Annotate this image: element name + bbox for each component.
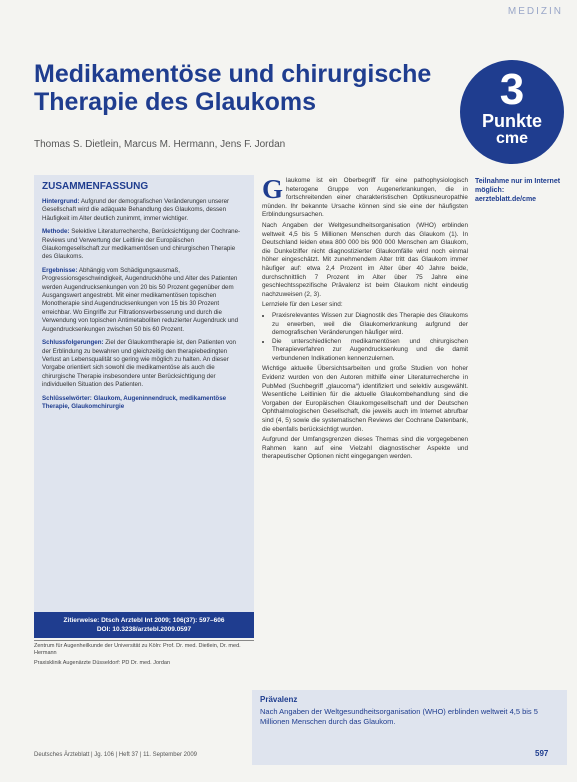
article-title xyxy=(34,60,454,116)
affiliation-footnote: Zentrum für Augenheilkunde der Universität zu Köln: Prof. Dr. med. Dietlein, Dr. med. Hermann xyxy=(34,640,254,657)
praevalenz-text: Nach Angaben der Weltgesundheitsorganisation (WHO) erblinden weltweit 4,5 bis 5 Millionen Menschen durch das Glaukom. xyxy=(260,707,538,726)
abstract-label: Schlüsselwörter: xyxy=(42,394,92,402)
praevalenz-box xyxy=(252,690,567,765)
cme-points-label: Punkte xyxy=(481,111,542,131)
authors: Thomas S. Dietlein, Marcus M. Hermann, Jens F. Jordan xyxy=(34,139,286,150)
citation-line: Zitierweise: Dtsch Arztebl Int 2009; 106(37): 597–606 xyxy=(63,617,225,624)
doi-line: DOI: 10.3238/arztebl.2009.0597 xyxy=(96,626,192,633)
list-item: • Praxisrelevantes Wissen zur Diagnostik des Therapie des Glaukoms zu erwerben, weil die Glaukomerkrankung aufgrund der demografischen Veränderungen häufiger wird. xyxy=(272,312,468,338)
abstract-text: Selektive Literaturrecherche, Berücksichtigung der Cochrane-Reviews und Verwertung der Leitlinie der Europäischen Glaukomgesellschaft zur medikamentösen und chirurgischen Therapie des Glaukoms. xyxy=(42,228,241,261)
page-number: 597 xyxy=(535,749,549,758)
abstract-schluss xyxy=(42,339,246,389)
affiliation-footnote-2: Praxisklinik Augenärzte Düsseldorf: PD Dr. med. Jordan xyxy=(34,660,171,666)
abstract-label: Methode: xyxy=(42,228,70,236)
praevalenz-heading: Prävalenz xyxy=(260,695,298,704)
abstract-hintergrund xyxy=(42,198,246,223)
citation-box xyxy=(34,612,254,638)
body-paragraph: Aufgrund der Umfangsgrenzen dieses Themas sind die vorgegebenen Rahmen kann auf eine Vielzahl diagnostischer Aspekte und therapeutischer Optionen nicht eingegangen werden. xyxy=(262,436,468,461)
body-paragraph xyxy=(262,174,468,220)
abstract-ergebnisse xyxy=(42,267,246,334)
cme-label: cme xyxy=(495,130,529,147)
learning-goals-list xyxy=(262,312,468,364)
abstract-keywords xyxy=(42,395,246,412)
abstract-text: Aufgrund der demografischen Veränderungen unserer Gesellschaft wird die adäquate Behandlung des Glaukoms, dessen Häufigkeit im Alter deutlich zunimmt, immer wichtiger. xyxy=(42,198,230,222)
abstract-text: Ziel der Glaukomtherapie ist, den Patienten von der Erblindung zu bewahren und gleichzeitig den therapiebedingten Verlust an Lebensqualität so gering wie möglich zu halten. An dieser Vorgabe orientiert sich sowohl die medikamentöse als auch die chirurgische Therapie insbesondere unter Berücksichtigung der individuellen Situation des Patienten. xyxy=(42,339,236,389)
body-paragraph: Nach Angaben der Weltgesundheitsorganisation (WHO) erblinden weltweit 4,5 bis 5 Millionen Menschen durch das Glaukom (1). In Deutschland leiden etwa 800 000 bis 900 000 Menschen am Glaukom, die Dunkelziffer nicht diagnostizierter Glaukomfälle wird noch einmal höher eingeschätzt. Mit zunehmendem Alter tritt das Glaukom immer häufiger auf: etwa 2,4 Prozent im Alter über 40 Jahre beide, durchschnittlich 7 Prozent im Alter über 75 Jahre eine geschlechtsspezifische Prävalenz ist beim Glaukom nicht eindeutig nachzuweisen (2, 3). xyxy=(262,221,468,298)
abstract-label: Ergebnisse: xyxy=(42,266,78,274)
abstract-label: Hintergrund: xyxy=(42,198,80,205)
cme-side-note: Teilnahme nur im Internet möglich: aerzteblatt.de/cme xyxy=(475,178,561,203)
abstract-methode xyxy=(42,228,246,262)
list-item: • Die unterschiedlichen medikamentösen und chirurgischen Therapieverfahren zur Augendrucksenkung und die damit verbundenen Indikationen kennenzulernen. xyxy=(272,338,468,364)
title-line-1: Medikamentöse und chirurgische xyxy=(34,60,432,88)
title-line-2: Therapie des Glaukoms xyxy=(34,88,317,116)
cme-badge xyxy=(460,60,564,164)
abstract-box xyxy=(34,175,254,615)
paragraph-text: laukome ist ein Oberbegriff für eine pathophysiologisch heterogene Gruppe von Augenerkrankungen, die in fortschreitenden einer charakteristischen Optikusneuropathie münden. Ihr bekannte Ursache können sind sie eine der häufigsten Erblindungsursachen. xyxy=(262,177,468,219)
body-text xyxy=(262,174,468,464)
dropcap: G xyxy=(262,174,284,204)
abstract-label: Schlussfolgerungen: xyxy=(42,339,104,347)
body-paragraph: Lernziele für den Leser sind: xyxy=(262,301,343,309)
abstract-text: Abhängig vom Schädigungsausmaß, Progressionsgeschwindigkeit, Augendruckhöhe und Alter des Patienten werden Augendrucksenkungen von 20 bis 50 Prozent gegenüber dem Ausgangswert angestrebt. Mit einer medikamentösen topischen Monotherapie sind Augendrucksenkungen von 15 bis 30 Prozent erreichbar. Wo Eingriffe zur Filtrationsverbesserung und durch die Verwendung von topischen Antimetaboliten reduzierter Augendruck und Augendrucksenkungen zwischen 50 bis 60 Prozent. xyxy=(42,266,239,333)
section-label: MEDIZIN xyxy=(507,6,563,17)
body-paragraph: Wichtige aktuelle Übersichtsarbeiten und große Studien von hoher Evidenz wurden von den Autoren mithilfe einer Literaturrecherche in PubMed (Suchbegriff „glaucoma“) identifiziert und selektiv ausgewählt. Wesentliche Leitlinien für die aktuelle Glaukombehandlung sind die Vorgaben der Europäischen Glaukomgesellschaft und der Deutschen Ophthalmologischen Gesellschaft, die jeweils auch im Internet abrufbar sind (4, 5) sowie die systematischen Reviews der Cochrane Datenbank, die ebenfalls berücksichtigt wurden. xyxy=(262,365,468,433)
cme-points-number: 3 xyxy=(499,65,525,114)
abstract-text: Glaukom, Augeninnendruck, medikamentöse Therapie, Glaukomchirurgie xyxy=(42,394,227,410)
journal-footer: Deutsches Ärzteblatt | Jg. 106 | Heft 37 | 11. September 2009 xyxy=(34,752,197,758)
abstract-heading: ZUSAMMENFASSUNG xyxy=(42,181,149,192)
